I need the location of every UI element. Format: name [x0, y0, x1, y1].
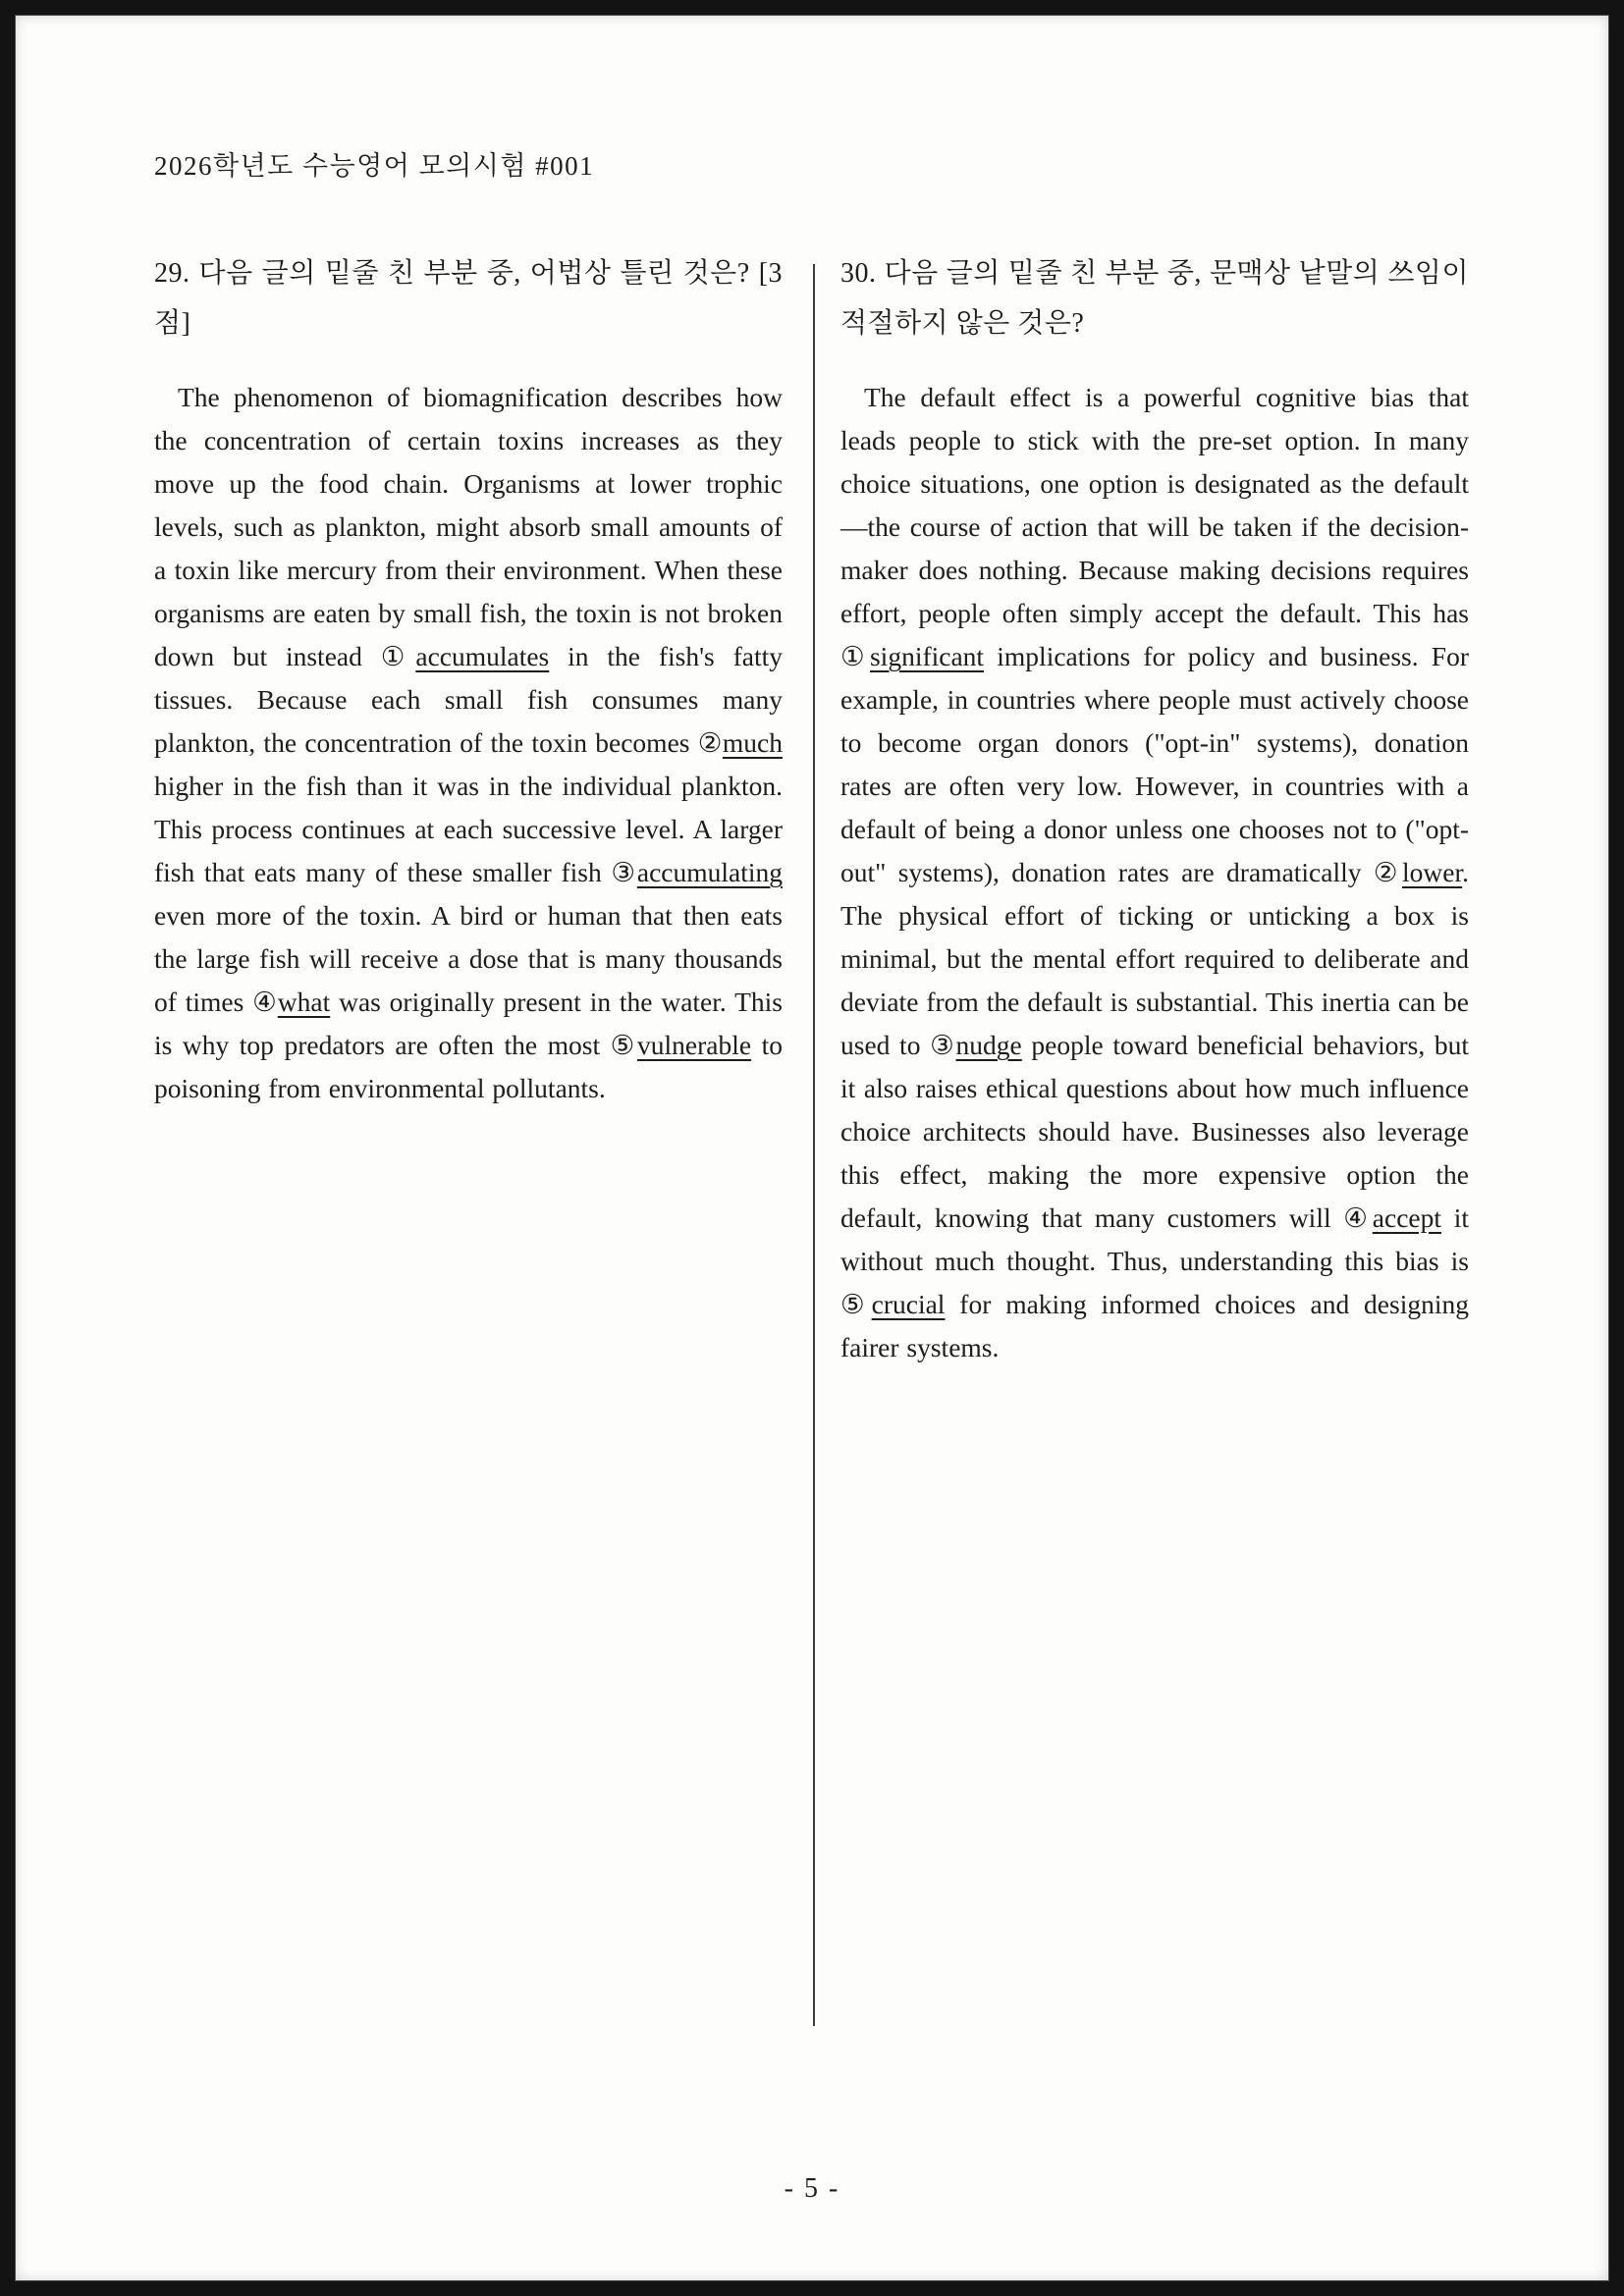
question-29-prompt: 다음 글의 밑줄 친 부분 중, 어법상 틀린 것은? [198, 258, 750, 289]
underlined-choice: crucial [871, 1289, 946, 1319]
underlined-choice: what [277, 987, 331, 1017]
question-30-header [840, 248, 1469, 348]
question-30-number: 30. [840, 258, 877, 289]
underlined-choice: vulnerable [637, 1030, 752, 1060]
underlined-choice: accept [1372, 1202, 1442, 1233]
passage-text: . The physical effort of ticking or unticking a box is minimal, but the mental effort required to deliberate and deviate from the default is substantial. This inertia can be used to ③ [840, 857, 1469, 1060]
passage-text: was originally present in the water. This is why top predators are often the most ⑤ [154, 987, 784, 1060]
question-block-30 [840, 248, 1469, 1369]
passage-text: The default effect is a powerful cognitive bias that leads people to stick with the pre-set option. In many choice situations, one option is designated as the default—the course of action that will be taken if the decision-maker does nothing. Because making decisions requires effort, people often simply accept the default. This has ① [840, 382, 1469, 671]
page-number: - 5 - [784, 2173, 840, 2204]
question-block-29 [154, 248, 783, 1110]
question-29-passage [154, 376, 783, 1110]
underlined-choice: nudge [955, 1030, 1022, 1060]
passage-text: implications for policy and business. For example, in countries where people must actively choose to become organ donors ("opt-in" systems), donation rates are often very low. However, in countries with a default of being a donor unless one chooses not to ("opt-out" systems), donation rates are dramatically ② [840, 641, 1469, 887]
underlined-choice: significant [869, 641, 985, 671]
passage-text: even more of the toxin. A bird or human that then eats the large fish will receive a dose that is many thousands of times ④ [154, 900, 783, 1017]
passage-text: to poisoning from environmental pollutants. [154, 1030, 783, 1103]
passage-text: in the fish's fatty tissues. Because each small fish consumes many plankton, the concentration of the toxin becomes ② [154, 641, 783, 758]
passage-text: higher in the fish than it was in the individual plankton. This process continues at each successive level. A larger fish that eats many of these smaller fish ③ [154, 771, 783, 887]
underlined-choice: accumulates [415, 641, 550, 671]
column-divider [813, 264, 815, 2026]
underlined-choice: accumulating [636, 857, 783, 887]
passage-text: it without much thought. Thus, understanding this bias is ⑤ [840, 1202, 1469, 1319]
question-29-number: 29. [154, 258, 190, 289]
two-column-layout [154, 248, 1471, 2026]
underlined-choice: much [722, 727, 783, 758]
question-29-points: [3점] [154, 258, 784, 339]
question-30-passage [840, 376, 1469, 1369]
question-30-prompt: 다음 글의 밑줄 친 부분 중, 문맥상 낱말의 쓰임이 적절하지 않은 것은? [840, 258, 1470, 339]
passage-text: for making informed choices and designing fairer systems. [840, 1289, 1470, 1362]
passage-text: The phenomenon of biomagnification describes how the concentration of certain toxins increases as they move up the food chain. Organisms at lower trophic levels, such as plankton, might absorb small amounts of a toxin like mercury from their environment. When these organisms are eaten by small fish, the toxin is not broken down but instead ① [154, 382, 783, 671]
underlined-choice: lower [1402, 857, 1463, 887]
passage-text: people toward beneficial behaviors, but it also raises ethical questions about how much influence choice architects should have. Businesses also leverage this effect, making the more expensive option the default, knowing that many customers will ④ [840, 1030, 1469, 1233]
question-29-header [154, 248, 783, 348]
page-header: 2026학년도 수능영어 모의시험 #001 [154, 151, 595, 181]
